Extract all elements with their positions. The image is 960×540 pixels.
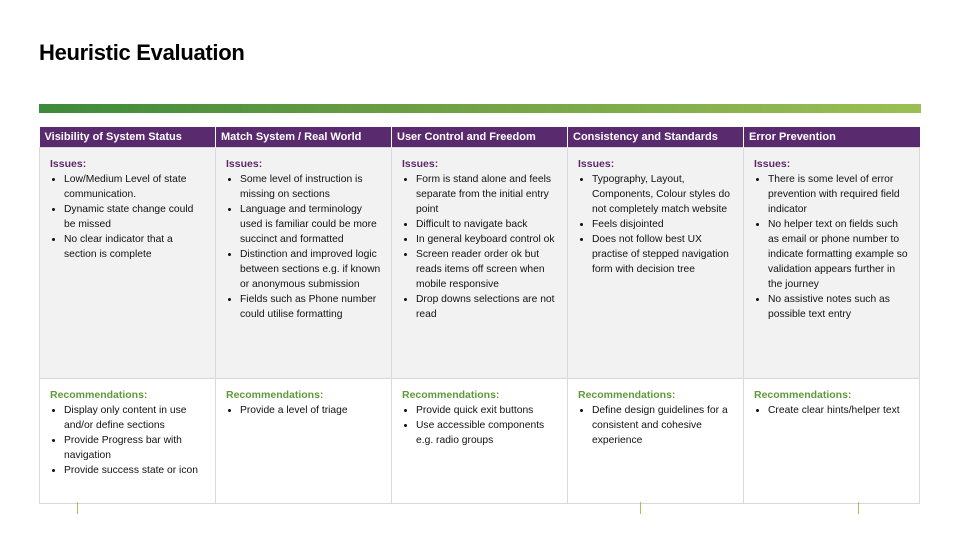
issue-item: • There is some level of error prevention with required field indicator — [768, 172, 911, 217]
issue-item: • Screen reader order ok but reads items off screen when mobile responsive — [416, 247, 559, 292]
recommendations-label: Recommendations: — [50, 389, 148, 401]
issues-cell — [40, 148, 216, 379]
issue-item: • Dynamic state change could be missed — [64, 202, 207, 232]
column-header: User Control and Freedom — [392, 127, 568, 148]
column-header: Consistency and Standards — [568, 127, 744, 148]
recommendation-item: • Create clear hints/helper text — [768, 403, 911, 418]
column-header: Match System / Real World — [216, 127, 392, 148]
recommendations-list — [50, 403, 207, 478]
recommendations-list — [754, 403, 911, 418]
recommendations-cell — [744, 379, 920, 504]
issues-label: Issues: — [402, 158, 439, 170]
issue-item: • In general keyboard control ok — [416, 232, 559, 247]
recommendation-item: • Provide Progress bar with navigation — [64, 433, 207, 463]
issues-list — [226, 172, 383, 322]
issue-item: • Drop downs selections are not read — [416, 292, 559, 322]
issue-item: • Some level of instruction is missing on sections — [240, 172, 383, 202]
recommendations-cell — [40, 379, 216, 504]
issue-item: • No clear indicator that a section is complete — [64, 232, 207, 262]
issues-label: Issues: — [754, 158, 791, 170]
issue-item: • No assistive notes such as possible text entry — [768, 292, 911, 322]
guide-tick — [858, 502, 859, 514]
recommendation-item: • Provide quick exit buttons — [416, 403, 559, 418]
header-row — [40, 127, 920, 148]
recommendations-row — [40, 379, 920, 504]
issues-list — [402, 172, 559, 322]
heuristic-table — [39, 127, 920, 504]
issue-item: • Does not follow best UX practise of stepped navigation form with decision tree — [592, 232, 735, 277]
recommendations-list — [578, 403, 735, 448]
issue-item: • Fields such as Phone number could utilise formatting — [240, 292, 383, 322]
recommendation-item: • Define design guidelines for a consistent and cohesive experience — [592, 403, 735, 448]
issue-item: • Language and terminology used is familiar could be more succinct and formatted — [240, 202, 383, 247]
recommendations-label: Recommendations: — [402, 389, 500, 401]
guide-tick — [77, 502, 78, 514]
recommendation-item: • Display only content in use and/or define sections — [64, 403, 207, 433]
issues-row — [40, 148, 920, 379]
recommendations-cell — [392, 379, 568, 504]
recommendations-list — [402, 403, 559, 448]
recommendation-item: • Use accessible components e.g. radio groups — [416, 418, 559, 448]
column-header: Error Prevention — [744, 127, 920, 148]
recommendation-item: • Provide success state or icon — [64, 463, 207, 478]
accent-bar — [39, 104, 921, 113]
recommendations-list — [226, 403, 383, 418]
recommendations-label: Recommendations: — [754, 389, 852, 401]
recommendation-item: • Provide a level of triage — [240, 403, 383, 418]
issues-cell — [392, 148, 568, 379]
issues-label: Issues: — [226, 158, 263, 170]
issues-label: Issues: — [578, 158, 615, 170]
issues-cell — [568, 148, 744, 379]
issues-cell — [216, 148, 392, 379]
issues-list — [754, 172, 911, 322]
issue-item: • No helper text on fields such as email or phone number to indicate formatting example so validation appears further in the journey — [768, 217, 911, 292]
issue-item: • Low/Medium Level of state communication. — [64, 172, 207, 202]
issue-item: • Difficult to navigate back — [416, 217, 559, 232]
issues-label: Issues: — [50, 158, 87, 170]
column-header: Visibility of System Status — [40, 127, 216, 148]
page-title: Heuristic Evaluation — [39, 40, 245, 65]
issue-item: • Typography, Layout, Components, Colour styles do not completely match website — [592, 172, 735, 217]
recommendations-label: Recommendations: — [578, 389, 676, 401]
issue-item: • Distinction and improved logic between sections e.g. if known or anonymous submission — [240, 247, 383, 292]
issues-cell — [744, 148, 920, 379]
recommendations-cell — [216, 379, 392, 504]
recommendations-cell — [568, 379, 744, 504]
recommendations-label: Recommendations: — [226, 389, 324, 401]
guide-tick — [640, 502, 641, 514]
issue-item: • Form is stand alone and feels separate from the initial entry point — [416, 172, 559, 217]
issues-list — [50, 172, 207, 262]
issue-item: • Feels disjointed — [592, 217, 735, 232]
issues-list — [578, 172, 735, 277]
